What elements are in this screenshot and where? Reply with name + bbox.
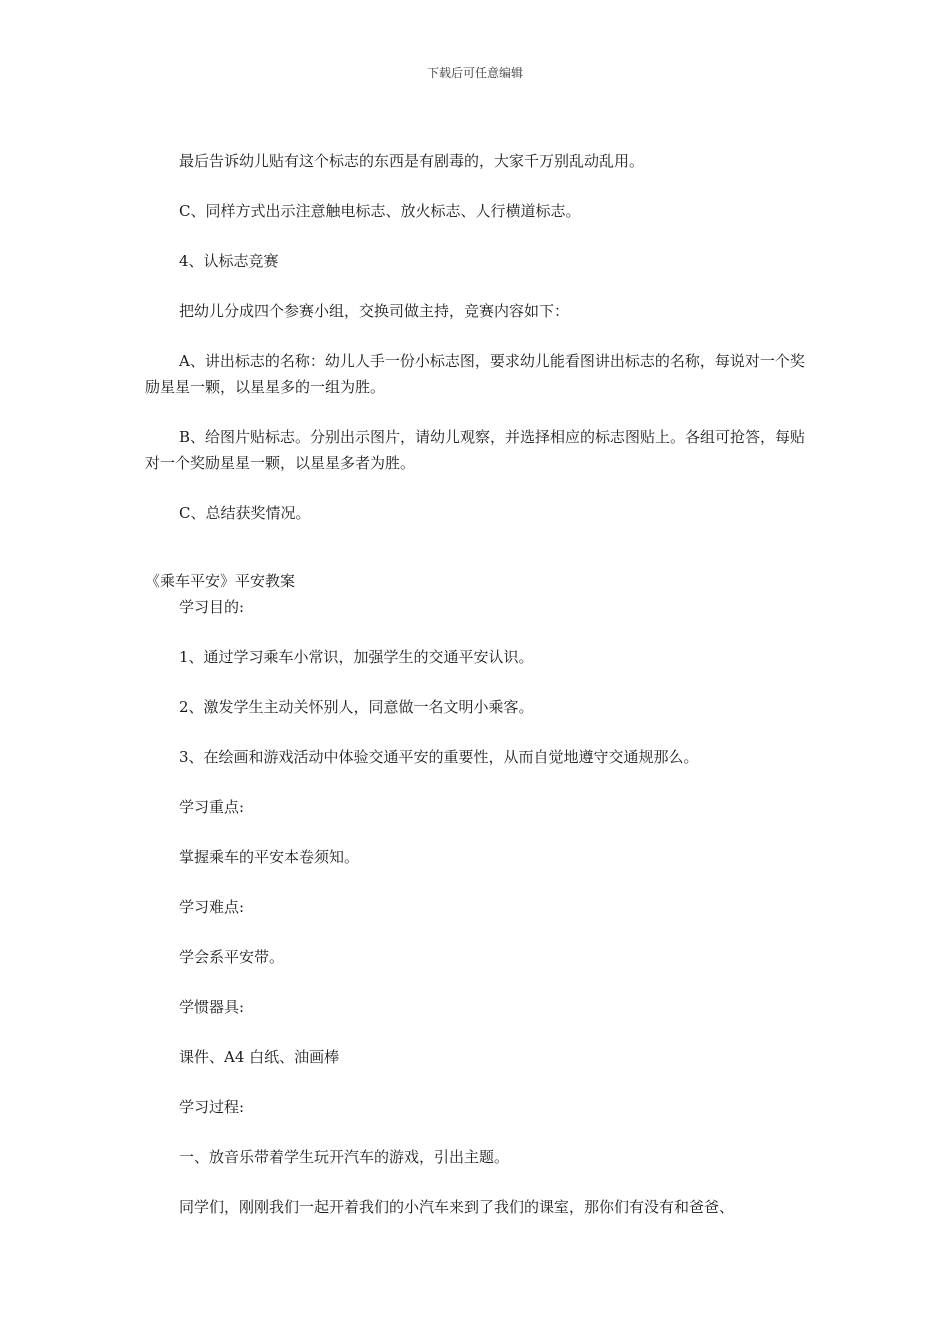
paragraph: 同学们，刚刚我们一起开着我们的小汽车来到了我们的课室，那你们有没有和爸爸、 [179,1198,735,1216]
paragraph: 课件、A4 白纸、油画棒 [179,1048,340,1066]
paragraph: 学惯器具: [179,998,245,1016]
paragraph: C、同样方式出示注意触电标志、放火标志、人行横道标志。 [179,202,581,220]
paragraph: 一、放音乐带着学生玩开汽车的游戏，引出主题。 [179,1148,510,1166]
paragraph: 把幼儿分成四个参赛小组，交换司做主持，竞赛内容如下： [179,302,570,320]
paragraph: 3、在绘画和游戏活动中体验交通平安的重要性，从而自觉地遵守交通规那么。 [179,748,699,766]
paragraph: 4、认标志竞赛 [179,252,279,270]
paragraph: 最后告诉幼儿贴有这个标志的东西是有剧毒的，大家千万别乱动乱用。 [179,152,645,170]
page-header: 下载后可任意编辑 [426,66,523,80]
paragraph: 学会系平安带。 [179,948,285,966]
paragraph: 学习目的: [179,598,245,616]
section-title: 《乘车平安》平安教案 [145,572,296,590]
paragraph: 学习重点: [179,798,245,816]
document-body [145,148,810,1244]
paragraph: 2、激发学生主动关怀别人，同意做一名文明小乘客。 [179,698,534,716]
paragraph: 掌握乘车的平安本卷须知。 [179,848,360,866]
paragraph: 学习难点: [179,898,245,916]
paragraph: B、给图片贴标志。分别出示图片，请幼儿观察，并选择相应的标志图贴上。各组可抢答，每贴对一个奖励星星一颗，以星星多者为胜。 [145,428,806,472]
paragraph: A、讲出标志的名称：幼儿人手一份小标志图，要求幼儿能看图讲出标志的名称，每说对一个奖励星星一颗，以星星多的一组为胜。 [145,352,805,396]
paragraph: 学习过程: [179,1098,245,1116]
paragraph: C、总结获奖情况。 [179,504,311,522]
paragraph: 1、通过学习乘车小常识，加强学生的交通平安认识。 [179,648,534,666]
